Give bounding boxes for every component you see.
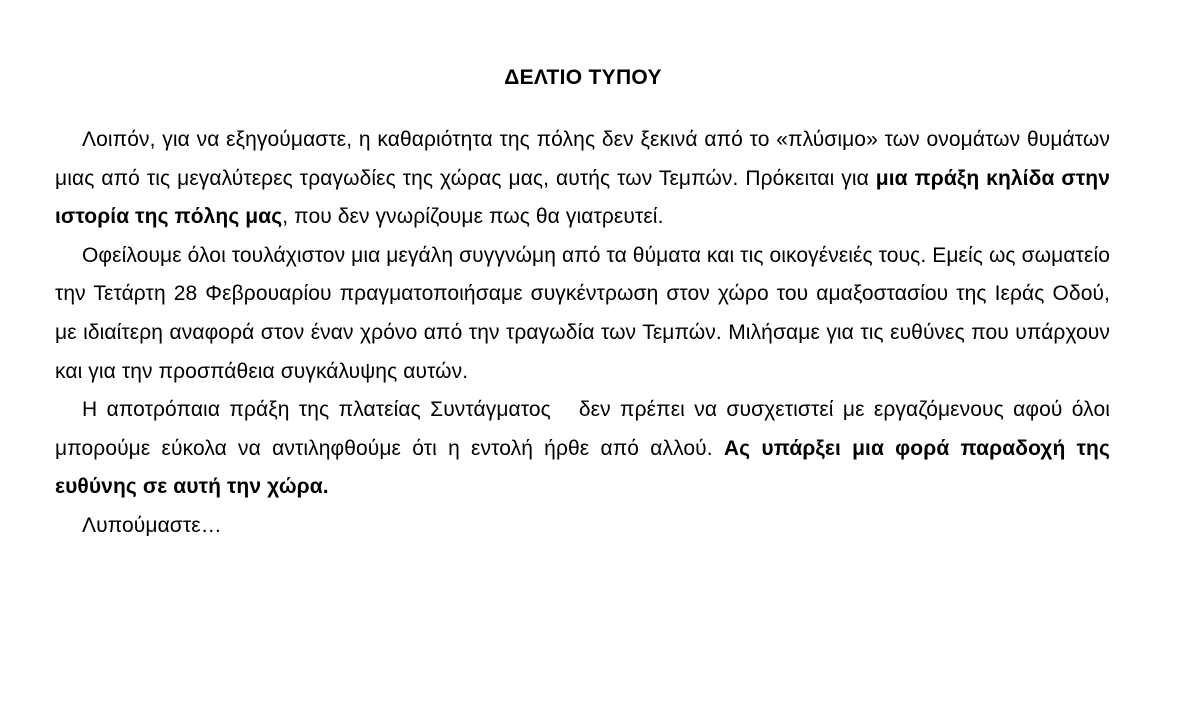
paragraph-1-text-end: , που δεν γνωρίζουμε πως θα γιατρευτεί. xyxy=(282,205,664,229)
paragraph-2-text: Οφείλουμε όλοι τουλάχιστον μια μεγάλη συγγνώμη από τα θύματα και τις οικογένειές τους. Εμείς ως σωματείο την Τετάρτη 28 Φεβρουαρίου πραγματοποιήσαμε συγκέντρωση στον χώρο του αμαξοστασίου της Ιεράς Οδού, με ιδιαίτερη αναφορά στον έναν χρόνο από την τραγωδία των Τεμπών. Μιλήσαμε για τις ευθύνες που υπάρχουν και για την προσπάθεια συγκάλυψης αυτών. xyxy=(55,243,1110,383)
paragraph-1 xyxy=(55,121,1110,237)
closing-line: Λυπούμαστε… xyxy=(82,513,222,537)
paragraph-3-text: Η αποτρόπαια πράξη της πλατείας Συντάγματος δεν πρέπει να συσχετιστεί με εργαζόμενους αφού όλοι μπορούμε εύκολα να αντιληφθούμε ότι η εντολή ήρθε από αλλού. xyxy=(55,398,1116,460)
paragraph-2 xyxy=(55,237,1110,391)
paragraph-3-emphasis: Ας υπάρξει μια φορά παραδοχή της ευθύνης σε αυτή την χώρα. xyxy=(55,436,1110,499)
paragraph-3 xyxy=(55,391,1116,507)
paragraph-1-emphasis: μια πράξη κηλίδα στην ιστορία της πόλης μας xyxy=(55,166,1111,229)
paragraph-4 xyxy=(55,507,1110,546)
paragraph-1-text-start: Λοιπόν, για να εξηγούμαστε, η καθαριότητα της πόλης δεν ξεκινά από το «πλύσιμο» των ονομάτων θυμάτων μιας από τις μεγαλύτερες τραγωδίες της χώρας μας, αυτής των Τεμπών. Πρόκειται για xyxy=(55,128,1110,190)
document-body xyxy=(55,121,1116,546)
document-title: ΔΕΛΤΙΟ ΤΥΠΟΥ xyxy=(504,66,662,89)
